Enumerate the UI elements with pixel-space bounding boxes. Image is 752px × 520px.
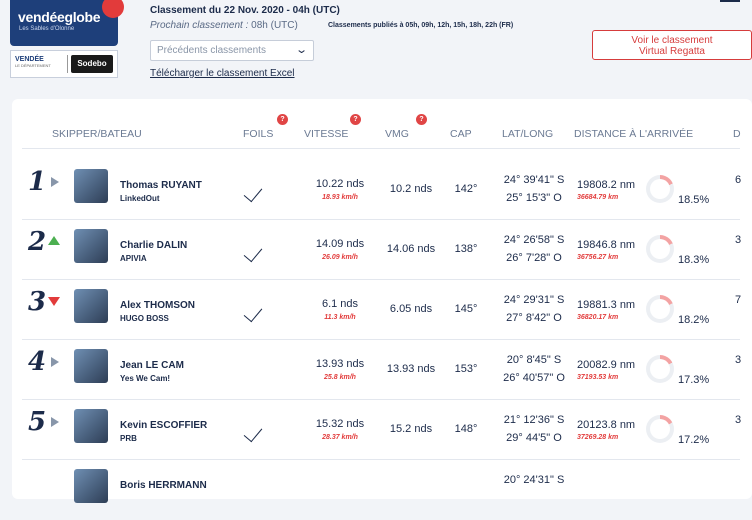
rank-number: 2 — [28, 227, 47, 257]
progress-pie — [646, 415, 674, 443]
next-column-value: 3 — [735, 414, 742, 426]
vmg-value: 6.05 nds — [389, 303, 433, 315]
table-row[interactable] — [0, 400, 740, 460]
speed-knots: 15.32 nds — [315, 418, 365, 430]
speed-knots: 13.93 nds — [315, 358, 365, 370]
col-latlong[interactable]: LAT/LONG — [502, 128, 554, 140]
skipper-avatar[interactable] — [74, 469, 108, 503]
logo-brand: vendéeglobe — [18, 9, 101, 25]
rank-number: 1 — [28, 167, 47, 197]
latitude: 24° 26'58" S — [503, 234, 565, 246]
col-vitesse[interactable]: VITESSE — [304, 128, 349, 140]
skipper-name[interactable]: Jean LE CAM — [120, 360, 184, 371]
rank-number: 3 — [28, 287, 47, 317]
rank-same-icon — [51, 417, 59, 427]
latitude: 24° 29'31" S — [503, 294, 565, 306]
progress-percent: 17.3% — [678, 374, 710, 386]
skipper-avatar[interactable] — [74, 169, 108, 203]
speed-kmh: 25.8 km/h — [324, 374, 356, 381]
latitude: 20° 8'45" S — [506, 354, 562, 366]
next-ranking: Prochain classement : 08h (UTC) — [150, 20, 298, 31]
logo-main-block — [10, 0, 118, 46]
publication-schedule: Classements publiés à 05h, 09h, 12h, 15h, 18h, 22h (FR) — [328, 22, 514, 29]
skipper-avatar[interactable] — [74, 349, 108, 383]
heading-value: 153° — [454, 363, 478, 375]
col-distance[interactable]: DISTANCE À L'ARRIVÉE — [574, 128, 694, 140]
table-row[interactable] — [0, 220, 740, 280]
virtual-regatta-button[interactable]: Voir le classement Virtual Regatta — [592, 30, 752, 60]
longitude: 29° 44'5" O — [506, 432, 562, 444]
distance-km: 36756.27 km — [577, 254, 619, 261]
col-cap[interactable]: CAP — [450, 128, 472, 140]
foils-help-icon[interactable]: ? — [277, 114, 288, 125]
download-excel-link[interactable]: Télécharger le classement Excel — [150, 68, 295, 79]
logo-tagline: Les Sables d'Olonne — [19, 26, 75, 32]
skipper-name[interactable]: Kevin ESCOFFIER — [120, 420, 208, 431]
ranking-title: Classement du 22 Nov. 2020 - 04h (UTC) — [150, 5, 340, 16]
skipper-name[interactable]: Boris HERRMANN — [120, 480, 207, 491]
col-vmg[interactable]: VMG — [385, 128, 409, 140]
vmg-value: 14.06 nds — [386, 243, 436, 255]
heading-value: 148° — [454, 423, 478, 435]
table-row[interactable] — [0, 460, 740, 520]
col-skipper[interactable]: SKIPPER/BATEAU — [52, 128, 142, 140]
vendee-globe-logo[interactable] — [10, 0, 118, 80]
rank-down-icon — [48, 297, 60, 306]
speed-knots: 14.09 nds — [315, 238, 365, 250]
skipper-avatar[interactable] — [74, 409, 108, 443]
progress-percent: 18.5% — [678, 194, 710, 206]
next-column-value: 6 — [735, 174, 742, 186]
speed-kmh: 11.3 km/h — [324, 314, 356, 321]
speed-kmh: 18.93 km/h — [322, 194, 358, 201]
progress-percent: 18.3% — [678, 254, 710, 266]
previous-rankings-select[interactable] — [150, 40, 314, 61]
corner-bar — [720, 0, 740, 2]
boat-name: PRB — [120, 434, 137, 443]
partner-vendee: VENDÉE LE DÉPARTEMENT — [15, 56, 51, 68]
latitude: 21° 12'36" S — [503, 414, 565, 426]
check-icon — [244, 243, 263, 262]
boat-name: APIVIA — [120, 254, 147, 263]
boat-name: LinkedOut — [120, 194, 160, 203]
distance-km: 36820.17 km — [577, 314, 619, 321]
distance-nm: 20082.9 nm — [577, 359, 636, 371]
skipper-name[interactable]: Alex THOMSON — [120, 300, 196, 311]
next-column-value: 7 — [735, 294, 742, 306]
next-column-value: 3 — [735, 354, 742, 366]
rank-number: 5 — [28, 407, 47, 437]
next-column-value: 3 — [735, 234, 742, 246]
skipper-name[interactable]: Charlie DALIN — [120, 240, 188, 251]
table-row[interactable] — [0, 160, 740, 220]
chevron-down-icon: ⌄ — [294, 44, 308, 56]
distance-km: 37269.28 km — [577, 434, 619, 441]
skipper-avatar[interactable] — [74, 229, 108, 263]
speed-kmh: 26.09 km/h — [322, 254, 358, 261]
longitude: 25° 15'3" O — [506, 192, 562, 204]
distance-nm: 19808.2 nm — [577, 179, 636, 191]
vmg-value: 10.2 nds — [389, 183, 433, 195]
flag-icon — [102, 0, 124, 18]
speed-kmh: 28.37 km/h — [322, 434, 358, 441]
latitude: 24° 39'41" S — [503, 174, 565, 186]
speed-knots: 10.22 nds — [315, 178, 365, 190]
distance-km: 37193.53 km — [577, 374, 619, 381]
partner-sodebo: Sodebo — [71, 55, 113, 73]
distance-nm: 19846.8 nm — [577, 239, 636, 251]
longitude: 26° 40'57" O — [503, 372, 565, 384]
longitude: 26° 7'28" O — [506, 252, 562, 264]
latitude: 20° 24'31" S — [503, 474, 565, 486]
progress-pie — [646, 235, 674, 263]
heading-value: 138° — [454, 243, 478, 255]
check-icon — [244, 423, 263, 442]
longitude: 27° 8'42" O — [506, 312, 562, 324]
partners-logo — [10, 50, 118, 78]
rank-same-icon — [51, 357, 59, 367]
check-icon — [244, 183, 263, 202]
heading-value: 145° — [454, 303, 478, 315]
heading-value: 142° — [454, 183, 478, 195]
vmg-help-icon[interactable]: ? — [416, 114, 427, 125]
table-row[interactable] — [0, 340, 740, 400]
progress-pie — [646, 175, 674, 203]
distance-km: 36684.79 km — [577, 194, 619, 201]
boat-name: HUGO BOSS — [120, 314, 169, 323]
select-placeholder: Précédents classements — [157, 45, 266, 56]
col-foils[interactable]: FOILS — [243, 128, 274, 140]
distance-nm: 19881.3 nm — [577, 299, 636, 311]
boat-name: Yes We Cam! — [120, 374, 171, 383]
rank-up-icon — [48, 236, 60, 245]
progress-percent: 18.2% — [678, 314, 710, 326]
header-divider — [22, 148, 740, 149]
progress-pie — [646, 295, 674, 323]
skipper-avatar[interactable] — [74, 289, 108, 323]
partner-separator — [67, 55, 68, 73]
distance-nm: 20123.8 nm — [577, 419, 636, 431]
speed-knots: 6.1 nds — [321, 298, 359, 310]
vmg-value: 15.2 nds — [389, 423, 433, 435]
check-icon — [244, 303, 263, 322]
rank-same-icon — [51, 177, 59, 187]
progress-percent: 17.2% — [678, 434, 710, 446]
vmg-value: 13.93 nds — [386, 363, 436, 375]
table-row[interactable] — [0, 280, 740, 340]
rank-number: 4 — [28, 347, 47, 377]
vitesse-help-icon[interactable]: ? — [350, 114, 361, 125]
progress-pie — [646, 355, 674, 383]
col-next[interactable]: D — [733, 128, 741, 140]
skipper-name[interactable]: Thomas RUYANT — [120, 180, 202, 191]
